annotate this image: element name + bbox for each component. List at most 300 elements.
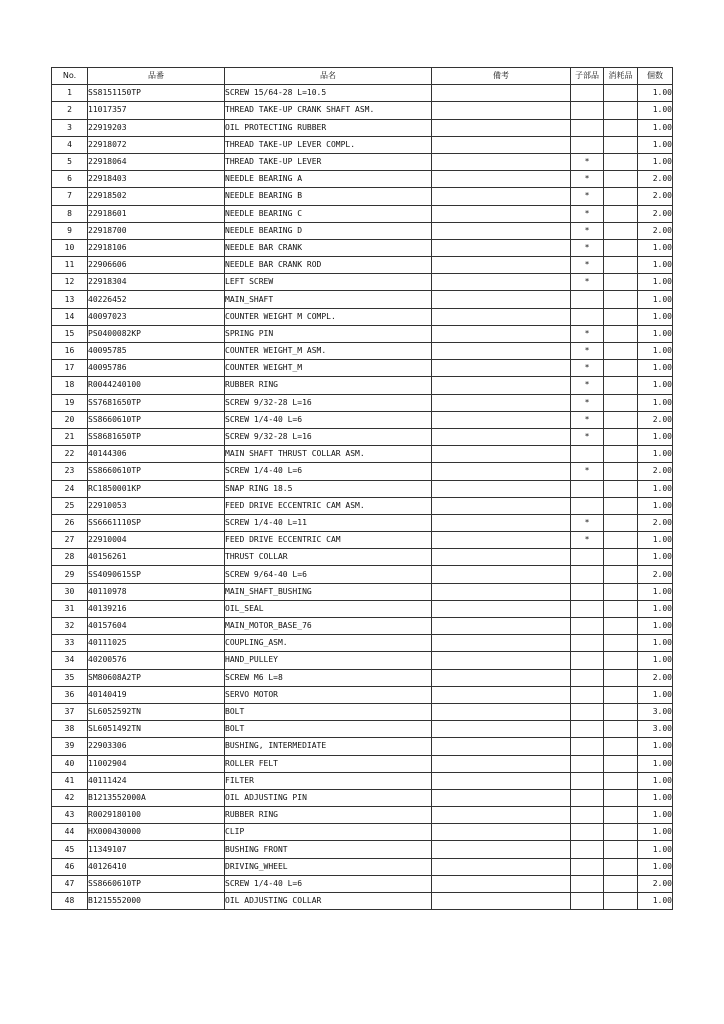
- cell-qty: 1.00: [638, 738, 673, 755]
- table-row: [52, 119, 673, 136]
- cell-qty: 1.00: [638, 360, 673, 377]
- cell-part-no: 40111025: [88, 635, 225, 652]
- cell-qty: 2.00: [638, 205, 673, 222]
- table-row: [52, 85, 673, 102]
- table-row: [52, 738, 673, 755]
- cell-qty: 1.00: [638, 583, 673, 600]
- cell-no: 40: [52, 755, 88, 772]
- cell-note: [432, 291, 571, 308]
- cell-no: 43: [52, 807, 88, 824]
- cell-qty: 1.00: [638, 480, 673, 497]
- header-no: No.: [52, 68, 88, 85]
- cell-part-no: SS7681650TP: [88, 394, 225, 411]
- cell-part-no: 40157604: [88, 618, 225, 635]
- cell-no: 37: [52, 703, 88, 720]
- cell-part-no: R0029180100: [88, 807, 225, 824]
- cell-part-no: 22903306: [88, 738, 225, 755]
- cell-qty: 1.00: [638, 394, 673, 411]
- cell-part-no: 40139216: [88, 600, 225, 617]
- cell-qty: 1.00: [638, 549, 673, 566]
- cell-part-no: 40156261: [88, 549, 225, 566]
- cell-no: 8: [52, 205, 88, 222]
- cell-consumable-mark: [604, 583, 638, 600]
- cell-sub-part-mark: [571, 875, 604, 892]
- cell-part-no: SS6661110SP: [88, 514, 225, 531]
- cell-qty: 1.00: [638, 291, 673, 308]
- cell-part-no: 22910053: [88, 497, 225, 514]
- table-row: [52, 893, 673, 910]
- cell-sub-part-mark: [571, 480, 604, 497]
- cell-consumable-mark: [604, 119, 638, 136]
- cell-no: 46: [52, 858, 88, 875]
- table-row: [52, 807, 673, 824]
- cell-qty: 1.00: [638, 618, 673, 635]
- table-row: [52, 703, 673, 720]
- cell-no: 47: [52, 875, 88, 892]
- table-row: [52, 171, 673, 188]
- cell-part-no: 40200576: [88, 652, 225, 669]
- cell-no: 28: [52, 549, 88, 566]
- cell-sub-part-mark: *: [571, 205, 604, 222]
- table-row: [52, 428, 673, 445]
- cell-qty: 1.00: [638, 257, 673, 274]
- cell-sub-part-mark: *: [571, 411, 604, 428]
- cell-no: 22: [52, 446, 88, 463]
- cell-note: [432, 875, 571, 892]
- cell-part-no: 11002904: [88, 755, 225, 772]
- cell-sub-part-mark: [571, 308, 604, 325]
- cell-consumable-mark: [604, 291, 638, 308]
- cell-note: [432, 514, 571, 531]
- cell-name: BOLT: [225, 721, 432, 738]
- cell-no: 41: [52, 772, 88, 789]
- cell-qty: 1.00: [638, 102, 673, 119]
- cell-note: [432, 85, 571, 102]
- cell-part-no: 22918064: [88, 153, 225, 170]
- cell-part-no: SS4090615SP: [88, 566, 225, 583]
- cell-consumable-mark: [604, 308, 638, 325]
- table-row: [52, 635, 673, 652]
- cell-qty: 2.00: [638, 171, 673, 188]
- table-row: [52, 343, 673, 360]
- table-row: [52, 308, 673, 325]
- cell-part-no: SS8660610TP: [88, 411, 225, 428]
- cell-no: 39: [52, 738, 88, 755]
- cell-no: 4: [52, 136, 88, 153]
- cell-name: HAND_PULLEY: [225, 652, 432, 669]
- cell-consumable-mark: [604, 85, 638, 102]
- cell-consumable-mark: [604, 153, 638, 170]
- cell-name: SCREW 1/4-40 L=6: [225, 875, 432, 892]
- cell-sub-part-mark: [571, 446, 604, 463]
- cell-no: 21: [52, 428, 88, 445]
- table-row: [52, 669, 673, 686]
- cell-sub-part-mark: [571, 566, 604, 583]
- cell-consumable-mark: [604, 514, 638, 531]
- cell-no: 12: [52, 274, 88, 291]
- cell-qty: 1.00: [638, 772, 673, 789]
- header-sub: 子部品: [571, 68, 604, 85]
- cell-name: SCREW 9/64-40 L=6: [225, 566, 432, 583]
- cell-note: [432, 532, 571, 549]
- cell-name: MAIN SHAFT THRUST COLLAR ASM.: [225, 446, 432, 463]
- table-row: [52, 274, 673, 291]
- cell-consumable-mark: [604, 755, 638, 772]
- cell-note: [432, 824, 571, 841]
- cell-qty: 1.00: [638, 428, 673, 445]
- cell-note: [432, 738, 571, 755]
- cell-sub-part-mark: [571, 893, 604, 910]
- cell-sub-part-mark: [571, 755, 604, 772]
- cell-sub-part-mark: [571, 549, 604, 566]
- cell-note: [432, 652, 571, 669]
- cell-name: THREAD TAKE-UP CRANK SHAFT ASM.: [225, 102, 432, 119]
- cell-part-no: 40110978: [88, 583, 225, 600]
- cell-consumable-mark: [604, 738, 638, 755]
- cell-consumable-mark: [604, 807, 638, 824]
- cell-sub-part-mark: [571, 291, 604, 308]
- cell-sub-part-mark: [571, 738, 604, 755]
- table-row: [52, 291, 673, 308]
- cell-part-no: 11349107: [88, 841, 225, 858]
- cell-name: NEEDLE BAR CRANK ROD: [225, 257, 432, 274]
- table-row: [52, 583, 673, 600]
- cell-consumable-mark: [604, 858, 638, 875]
- cell-qty: 1.00: [638, 789, 673, 806]
- cell-no: 35: [52, 669, 88, 686]
- cell-consumable-mark: [604, 824, 638, 841]
- cell-name: SCREW 1/4-40 L=6: [225, 411, 432, 428]
- cell-name: SCREW 15/64-28 L=10.5: [225, 85, 432, 102]
- table-row: [52, 549, 673, 566]
- cell-sub-part-mark: [571, 600, 604, 617]
- cell-sub-part-mark: *: [571, 239, 604, 256]
- table-row: [52, 480, 673, 497]
- cell-qty: 2.00: [638, 188, 673, 205]
- cell-consumable-mark: [604, 343, 638, 360]
- cell-sub-part-mark: *: [571, 428, 604, 445]
- table-header-row: [52, 68, 673, 85]
- header-qty: 個数: [638, 68, 673, 85]
- table-row: [52, 394, 673, 411]
- cell-consumable-mark: [604, 446, 638, 463]
- cell-name: SNAP RING 18.5: [225, 480, 432, 497]
- cell-no: 45: [52, 841, 88, 858]
- cell-note: [432, 789, 571, 806]
- cell-qty: 1.00: [638, 824, 673, 841]
- cell-name: THRUST COLLAR: [225, 549, 432, 566]
- cell-qty: 1.00: [638, 686, 673, 703]
- table-row: [52, 600, 673, 617]
- cell-no: 17: [52, 360, 88, 377]
- cell-consumable-mark: [604, 171, 638, 188]
- cell-no: 3: [52, 119, 88, 136]
- cell-note: [432, 257, 571, 274]
- cell-consumable-mark: [604, 841, 638, 858]
- cell-consumable-mark: [604, 377, 638, 394]
- cell-sub-part-mark: [571, 136, 604, 153]
- cell-qty: 2.00: [638, 463, 673, 480]
- cell-note: [432, 858, 571, 875]
- cell-name: SCREW M6 L=8: [225, 669, 432, 686]
- cell-consumable-mark: [604, 205, 638, 222]
- table-row: [52, 463, 673, 480]
- cell-part-no: 22919203: [88, 119, 225, 136]
- cell-qty: 1.00: [638, 136, 673, 153]
- cell-note: [432, 497, 571, 514]
- cell-note: [432, 600, 571, 617]
- cell-name: DRIVING_WHEEL: [225, 858, 432, 875]
- cell-no: 44: [52, 824, 88, 841]
- cell-no: 24: [52, 480, 88, 497]
- cell-name: COUNTER WEIGHT_M: [225, 360, 432, 377]
- cell-part-no: 40095786: [88, 360, 225, 377]
- cell-qty: 1.00: [638, 497, 673, 514]
- cell-part-no: 22918502: [88, 188, 225, 205]
- cell-consumable-mark: [604, 497, 638, 514]
- cell-no: 19: [52, 394, 88, 411]
- cell-name: SCREW 9/32-28 L=16: [225, 428, 432, 445]
- cell-name: BUSHING FRONT: [225, 841, 432, 858]
- cell-no: 9: [52, 222, 88, 239]
- table-row: [52, 755, 673, 772]
- cell-sub-part-mark: [571, 119, 604, 136]
- cell-sub-part-mark: [571, 669, 604, 686]
- cell-no: 2: [52, 102, 88, 119]
- cell-qty: 1.00: [638, 153, 673, 170]
- cell-name: OIL PROTECTING RUBBER: [225, 119, 432, 136]
- cell-qty: 1.00: [638, 85, 673, 102]
- cell-name: OIL ADJUSTING COLLAR: [225, 893, 432, 910]
- cell-sub-part-mark: [571, 635, 604, 652]
- cell-consumable-mark: [604, 532, 638, 549]
- cell-name: SPRING PIN: [225, 325, 432, 342]
- cell-part-no: HX000430000: [88, 824, 225, 841]
- table-row: [52, 411, 673, 428]
- table-row: [52, 875, 673, 892]
- header-consumable: 消耗品: [604, 68, 638, 85]
- cell-sub-part-mark: [571, 618, 604, 635]
- cell-no: 6: [52, 171, 88, 188]
- cell-consumable-mark: [604, 274, 638, 291]
- cell-note: [432, 171, 571, 188]
- cell-consumable-mark: [604, 257, 638, 274]
- cell-part-no: SS8151150TP: [88, 85, 225, 102]
- cell-name: MAIN_MOTOR_BASE_76: [225, 618, 432, 635]
- cell-no: 30: [52, 583, 88, 600]
- table-row: [52, 618, 673, 635]
- cell-qty: 2.00: [638, 669, 673, 686]
- table-row: [52, 153, 673, 170]
- table-body: [52, 85, 673, 910]
- cell-no: 14: [52, 308, 88, 325]
- cell-note: [432, 772, 571, 789]
- table-row: [52, 325, 673, 342]
- cell-qty: 1.00: [638, 652, 673, 669]
- cell-qty: 1.00: [638, 841, 673, 858]
- cell-sub-part-mark: *: [571, 343, 604, 360]
- cell-sub-part-mark: *: [571, 171, 604, 188]
- table-row: [52, 858, 673, 875]
- cell-consumable-mark: [604, 411, 638, 428]
- cell-name: NEEDLE BEARING D: [225, 222, 432, 239]
- cell-note: [432, 549, 571, 566]
- cell-no: 48: [52, 893, 88, 910]
- cell-note: [432, 669, 571, 686]
- cell-no: 33: [52, 635, 88, 652]
- cell-qty: 1.00: [638, 635, 673, 652]
- cell-note: [432, 377, 571, 394]
- cell-note: [432, 807, 571, 824]
- cell-part-no: 40126410: [88, 858, 225, 875]
- table-row: [52, 532, 673, 549]
- cell-note: [432, 274, 571, 291]
- cell-consumable-mark: [604, 772, 638, 789]
- cell-name: MAIN_SHAFT_BUSHING: [225, 583, 432, 600]
- cell-name: OIL ADJUSTING PIN: [225, 789, 432, 806]
- cell-consumable-mark: [604, 652, 638, 669]
- cell-qty: 1.00: [638, 446, 673, 463]
- table-row: [52, 446, 673, 463]
- table-row: [52, 205, 673, 222]
- cell-name: NEEDLE BAR CRANK: [225, 239, 432, 256]
- cell-sub-part-mark: *: [571, 463, 604, 480]
- header-note: 備考: [432, 68, 571, 85]
- cell-name: BUSHING, INTERMEDIATE: [225, 738, 432, 755]
- cell-sub-part-mark: *: [571, 153, 604, 170]
- cell-consumable-mark: [604, 188, 638, 205]
- cell-note: [432, 239, 571, 256]
- cell-sub-part-mark: [571, 858, 604, 875]
- cell-qty: 1.00: [638, 308, 673, 325]
- cell-name: FEED DRIVE ECCENTRIC CAM ASM.: [225, 497, 432, 514]
- cell-note: [432, 686, 571, 703]
- cell-note: [432, 635, 571, 652]
- cell-no: 23: [52, 463, 88, 480]
- cell-no: 7: [52, 188, 88, 205]
- cell-note: [432, 222, 571, 239]
- cell-part-no: 22918601: [88, 205, 225, 222]
- cell-qty: 2.00: [638, 411, 673, 428]
- cell-name: NEEDLE BEARING A: [225, 171, 432, 188]
- cell-part-no: 11017357: [88, 102, 225, 119]
- cell-sub-part-mark: [571, 102, 604, 119]
- cell-qty: 2.00: [638, 566, 673, 583]
- cell-name: FEED DRIVE ECCENTRIC CAM: [225, 532, 432, 549]
- cell-part-no: 22918072: [88, 136, 225, 153]
- cell-part-no: R0044240100: [88, 377, 225, 394]
- cell-no: 20: [52, 411, 88, 428]
- cell-qty: 1.00: [638, 755, 673, 772]
- cell-note: [432, 755, 571, 772]
- cell-part-no: SL6051492TN: [88, 721, 225, 738]
- cell-sub-part-mark: *: [571, 532, 604, 549]
- cell-sub-part-mark: [571, 721, 604, 738]
- cell-note: [432, 618, 571, 635]
- table-row: [52, 789, 673, 806]
- cell-no: 29: [52, 566, 88, 583]
- table-row: [52, 222, 673, 239]
- cell-name: LEFT SCREW: [225, 274, 432, 291]
- cell-name: SCREW 1/4-40 L=11: [225, 514, 432, 531]
- cell-qty: 1.00: [638, 119, 673, 136]
- cell-part-no: 40095785: [88, 343, 225, 360]
- cell-consumable-mark: [604, 549, 638, 566]
- table-row: [52, 514, 673, 531]
- cell-name: SCREW 1/4-40 L=6: [225, 463, 432, 480]
- cell-consumable-mark: [604, 618, 638, 635]
- cell-note: [432, 394, 571, 411]
- cell-part-no: 40144306: [88, 446, 225, 463]
- cell-consumable-mark: [604, 875, 638, 892]
- cell-note: [432, 721, 571, 738]
- cell-note: [432, 583, 571, 600]
- cell-part-no: 40226452: [88, 291, 225, 308]
- cell-name: COUNTER WEIGHT_M ASM.: [225, 343, 432, 360]
- cell-part-no: 40140419: [88, 686, 225, 703]
- cell-name: THREAD TAKE-UP LEVER COMPL.: [225, 136, 432, 153]
- cell-qty: 2.00: [638, 875, 673, 892]
- cell-sub-part-mark: [571, 789, 604, 806]
- cell-name: FILTER: [225, 772, 432, 789]
- cell-part-no: 40097023: [88, 308, 225, 325]
- cell-name: THREAD TAKE-UP LEVER: [225, 153, 432, 170]
- cell-note: [432, 136, 571, 153]
- cell-note: [432, 308, 571, 325]
- cell-note: [432, 360, 571, 377]
- cell-sub-part-mark: *: [571, 325, 604, 342]
- cell-sub-part-mark: [571, 824, 604, 841]
- cell-no: 42: [52, 789, 88, 806]
- cell-consumable-mark: [604, 394, 638, 411]
- cell-sub-part-mark: *: [571, 360, 604, 377]
- cell-consumable-mark: [604, 360, 638, 377]
- cell-part-no: 22918304: [88, 274, 225, 291]
- table-row: [52, 686, 673, 703]
- cell-note: [432, 841, 571, 858]
- cell-part-no: RC1850001KP: [88, 480, 225, 497]
- cell-sub-part-mark: *: [571, 222, 604, 239]
- cell-part-no: SS8681650TP: [88, 428, 225, 445]
- cell-note: [432, 480, 571, 497]
- cell-name: RUBBER RING: [225, 807, 432, 824]
- cell-part-no: SS8660610TP: [88, 463, 225, 480]
- cell-qty: 1.00: [638, 239, 673, 256]
- cell-note: [432, 343, 571, 360]
- cell-no: 13: [52, 291, 88, 308]
- cell-no: 38: [52, 721, 88, 738]
- cell-note: [432, 411, 571, 428]
- cell-qty: 3.00: [638, 721, 673, 738]
- cell-consumable-mark: [604, 686, 638, 703]
- parts-table: [51, 67, 673, 910]
- cell-no: 11: [52, 257, 88, 274]
- cell-consumable-mark: [604, 893, 638, 910]
- cell-consumable-mark: [604, 136, 638, 153]
- cell-sub-part-mark: [571, 583, 604, 600]
- cell-qty: 1.00: [638, 325, 673, 342]
- cell-sub-part-mark: *: [571, 188, 604, 205]
- table-row: [52, 497, 673, 514]
- cell-name: COUNTER WEIGHT M COMPL.: [225, 308, 432, 325]
- cell-qty: 3.00: [638, 703, 673, 720]
- cell-no: 16: [52, 343, 88, 360]
- cell-qty: 1.00: [638, 807, 673, 824]
- cell-note: [432, 893, 571, 910]
- cell-consumable-mark: [604, 102, 638, 119]
- table-row: [52, 102, 673, 119]
- cell-note: [432, 102, 571, 119]
